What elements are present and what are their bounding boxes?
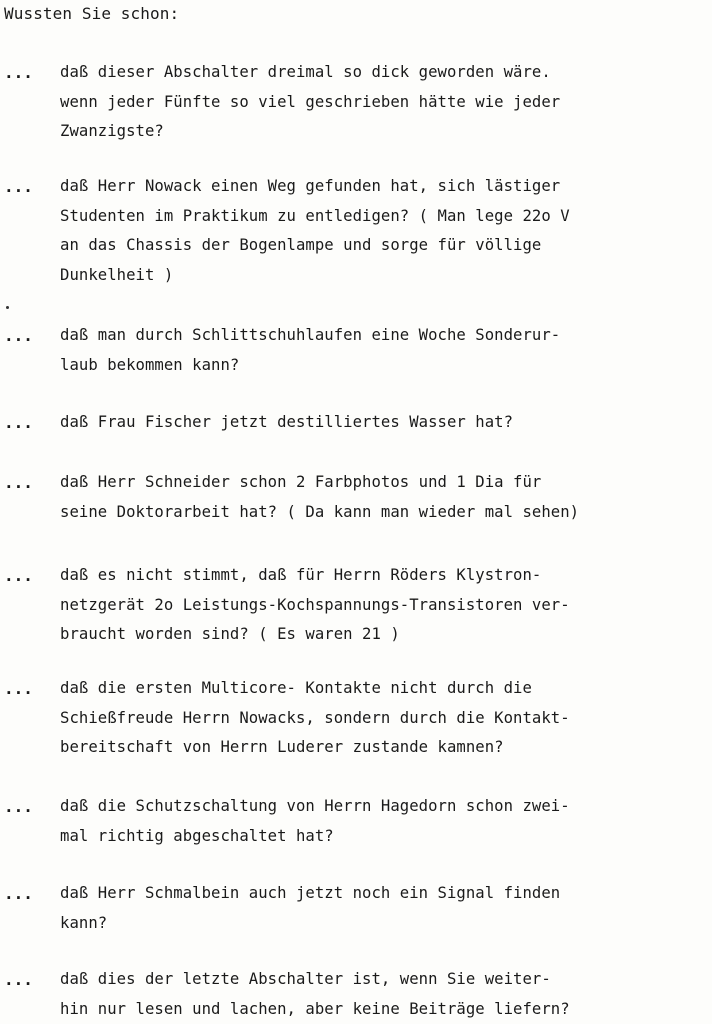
entry-line: Schießfreude Herrn Nowacks, sondern durch die Kontakt- [60,708,570,727]
entry-line: daß man durch Schlittschuhlaufen eine Woche Sonderur- [60,326,561,344]
entry-text [60,58,560,147]
entry-line: daß die Schutzschaltung von Herrn Hagedorn schon zwei- [60,797,570,815]
page-heading: Wussten Sie schon: [4,4,180,23]
entry-line: Dunkelheit ) [60,265,174,284]
entry-text [60,408,513,438]
entry-bullet: ... [4,566,33,585]
entry-bullet: ... [4,884,33,903]
entry-bullet: ... [4,679,33,698]
entry-text [60,674,570,763]
entry-line: braucht worden sind? ( Es waren 21 ) [60,625,400,643]
entry-text [60,792,570,851]
entry-bullet: ... [4,413,33,432]
entry-line: wenn jeder Fünfte so viel geschrieben hätte wie jeder [60,92,561,111]
entry-line: kann? [60,913,108,932]
entry-line: daß Herr Schmalbein auch jetzt noch ein Signal finden [60,884,561,902]
entry-line: daß Herr Nowack einen Weg gefunden hat, sich lästiger [60,177,561,195]
entry-line: netzgerät 2o Leistungs-Kochspannungs-Transistoren ver- [60,595,570,614]
entry-line: daß Herr Schneider schon 2 Farbphotos und 1 Dia für [60,473,542,491]
entry-line: an das Chassis der Bogenlampe und sorge für völlige [60,236,542,254]
entry-bullet: ... [4,177,33,196]
stray-ink-dot [6,306,9,309]
entry-line: hin nur lesen und lachen, aber keine Beiträge liefern? [60,999,570,1018]
entry-bullet: ... [4,970,33,989]
entry-line: seine Doktorarbeit hat? ( Da kann man wieder mal sehen) [60,502,580,521]
entry-text [60,468,579,527]
entry-text [60,321,560,380]
entry-text [60,561,570,650]
entry-line: daß die ersten Multicore- Kontakte nicht durch die [60,679,532,697]
entry-line: daß dieser Abschalter dreimal so dick geworden wäre. [60,63,551,81]
entry-line: daß es nicht stimmt, daß für Herrn Röders Klystron- [60,566,542,584]
entry-line: daß Frau Fischer jetzt destilliertes Wasser hat? [60,413,514,431]
entry-line: mal richtig abgeschaltet hat? [60,826,334,845]
entry-line: bereitschaft von Herrn Luderer zustande kamnen? [60,738,504,756]
entry-bullet: ... [4,326,33,345]
entry-line: laub bekommen kann? [60,355,240,374]
entry-text [60,965,570,1024]
entry-bullet: ... [4,63,33,82]
entry-line: Studenten im Praktikum zu entledigen? ( Man lege 22o V [60,206,570,225]
entry-text [60,172,570,290]
entry-bullet: ... [4,797,33,816]
entry-line: Zwanzigste? [60,122,164,140]
entry-text [60,879,560,938]
entry-bullet: ... [4,473,33,492]
entry-line: daß dies der letzte Abschalter ist, wenn Sie weiter- [60,970,551,988]
